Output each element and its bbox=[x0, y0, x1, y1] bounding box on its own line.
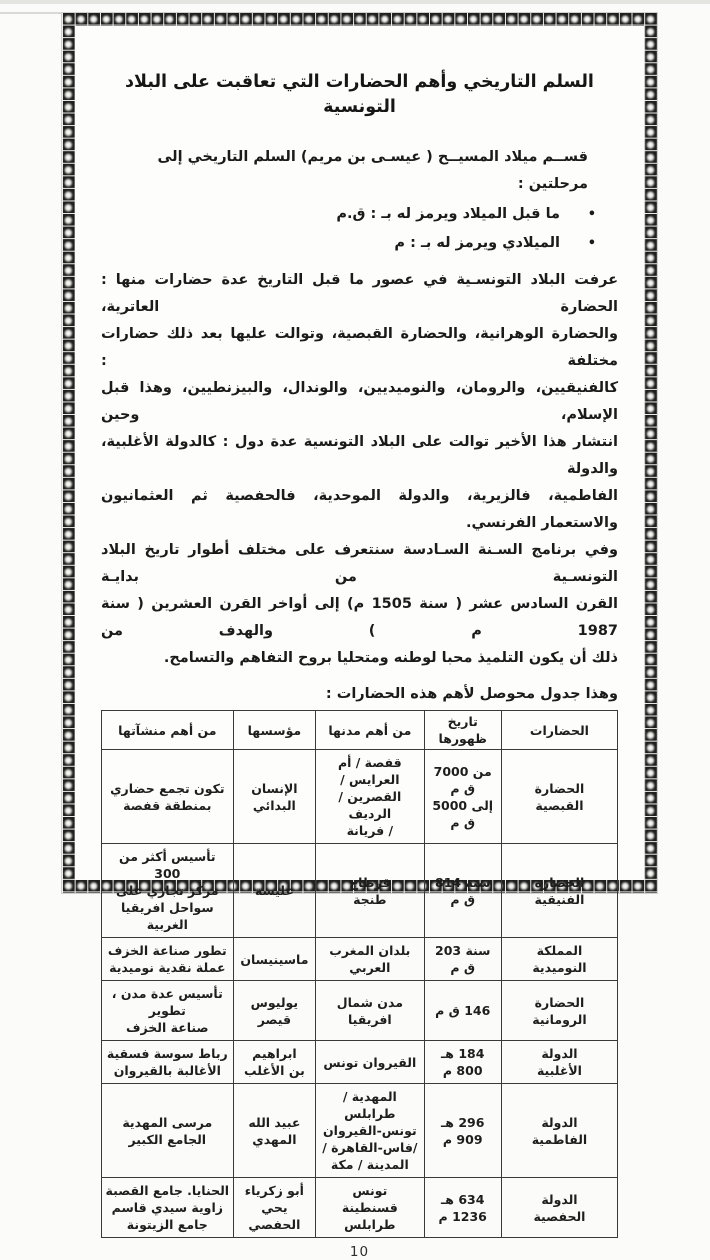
intro-paragraph bbox=[101, 267, 618, 672]
paragraph-line: عرفت البلاد التونسـية في عصور ما قبل التاريخ عدة حضارات منها : الحضارة العاترية، bbox=[101, 272, 618, 315]
table-row bbox=[102, 938, 618, 981]
paragraph-line: والحضارة الوهرانية، والحضارة القبصية، وتوالت عليها بعد ذلك حضارات مختلفة : bbox=[101, 326, 618, 369]
table-cell: القيروان تونس bbox=[316, 1041, 424, 1084]
table-cell: المملكة النوميدية bbox=[501, 938, 617, 981]
table-cell: رباط سوسة فسقية الأغالبة بالقيروان bbox=[102, 1041, 234, 1084]
table-cell: تونس قسنطينة طرابلس bbox=[316, 1178, 424, 1238]
table-cell: الدولة الحفصية bbox=[501, 1178, 617, 1238]
page-content-area bbox=[75, 26, 644, 1260]
decorative-border-frame bbox=[62, 13, 657, 1260]
table-header-cell: مؤسسها bbox=[233, 711, 316, 750]
table-intro-line: وهذا جدول محوصل لأهم هذه الحضارات : bbox=[325, 686, 618, 702]
table-cell: بلدان المغرب العربي bbox=[316, 938, 424, 981]
civilizations-table bbox=[101, 710, 618, 1238]
table-cell: أبو زكرياء يحي الحفصي bbox=[233, 1178, 316, 1238]
paragraph-line: انتشار هذا الأخير توالت على البلاد التونسية عدة دول : كالدولة الأغلبية، والدولة bbox=[101, 434, 618, 477]
table-cell: الدولة الفاطمية bbox=[501, 1084, 617, 1178]
table-cell: من 7000 ق م إلى 5000 ق م bbox=[424, 750, 501, 844]
intro-lead-line: قســم ميلاد المسيــح ( عيسـى بن مريم) السلم التاريخي إلى مرحلتين : bbox=[157, 149, 588, 192]
page-number: 10 bbox=[349, 1244, 370, 1260]
table-cell: الإنسان البدائي bbox=[233, 750, 316, 844]
table-cell: سنة 203 ق م bbox=[424, 938, 501, 981]
paragraph-line: ذلك أن يكون التلميذ محبا لوطنه ومتحليا بروح التفاهم والتسامح. bbox=[163, 650, 618, 666]
table-header-row bbox=[102, 711, 618, 750]
table-header-cell: من أهم منشآتها bbox=[102, 711, 234, 750]
scan-edge-top bbox=[0, 0, 710, 4]
table-cell: المهدية /طرابلس تونس-القيروان /فاس-القاهرة / المدينة / مكة bbox=[316, 1084, 424, 1178]
table-cell: ماسينيسان bbox=[233, 938, 316, 981]
table-header-cell: الحضارات bbox=[501, 711, 617, 750]
table-header-cell: تاريخ ظهورها bbox=[424, 711, 501, 750]
table-row bbox=[102, 981, 618, 1041]
civilizations-table-head bbox=[102, 711, 618, 750]
table-cell: عبيد الله المهدي bbox=[233, 1084, 316, 1178]
paragraph-line: كالفنيقيين، والرومان، والنوميديين، والوندال، والبيزنطيين، وهذا قبل الإسلام، وحين bbox=[101, 380, 618, 423]
bullet-icon: • bbox=[587, 207, 596, 222]
paragraph-line: وفي برنامج السـنة السـادسة سنتعرف على مختلف أطوار تاريخ البلاد التونسـية من بدايـة bbox=[101, 542, 618, 585]
table-cell: قرطاج طنجة bbox=[316, 844, 424, 938]
table-cell: تطور صناعة الخزف عملة نقدية نوميدية bbox=[102, 938, 234, 981]
table-row bbox=[102, 1084, 618, 1178]
table-cell: تكون تجمع حضاري بمنطقة قفصة bbox=[102, 750, 234, 844]
paragraph-line: الفاطمية، فالزيرية، والدولة الموحدية، فالحفصية ثم العثمانيون والاستعمار الفرنسي. bbox=[101, 488, 618, 531]
bullet-item bbox=[101, 229, 618, 258]
table-cell: ابراهيم بن الأغلب bbox=[233, 1041, 316, 1084]
bullet-list bbox=[101, 200, 618, 258]
table-header-cell: من أهم مدنها bbox=[316, 711, 424, 750]
table-cell: تأسيس عدة مدن ، تطوير صناعة الخزف bbox=[102, 981, 234, 1041]
table-cell: الحضارة القبصية bbox=[501, 750, 617, 844]
table-cell: الحضارة الرومانية bbox=[501, 981, 617, 1041]
table-cell: 184 هـ 800 م bbox=[424, 1041, 501, 1084]
table-cell: يوليوس قيصر bbox=[233, 981, 316, 1041]
table-cell: قفصة / أم العرايس / القصرين / الرديف / فريانة bbox=[316, 750, 424, 844]
table-cell: سنة 814 ق م bbox=[424, 844, 501, 938]
table-row bbox=[102, 1041, 618, 1084]
scan-edge-line bbox=[0, 12, 62, 14]
table-cell: عليسة bbox=[233, 844, 316, 938]
bullet-item bbox=[101, 200, 618, 229]
civilizations-table-body bbox=[102, 750, 618, 1238]
table-row bbox=[102, 844, 618, 938]
bullet-text-ad: الميلادي ويرمز له بـ : م bbox=[394, 235, 560, 251]
bullet-text-bc: ما قبل الميلاد ويرمز له بـ : ق.م bbox=[336, 206, 560, 222]
bullet-icon: • bbox=[587, 236, 596, 251]
table-cell: تأسيس أكثر من 300 مركز تجاري على سواحل افريقيا الغربية bbox=[102, 844, 234, 938]
table-cell: مدن شمال افريقيا bbox=[316, 981, 424, 1041]
table-cell: 146 ق م bbox=[424, 981, 501, 1041]
table-cell: الدولة الأغلبية bbox=[501, 1041, 617, 1084]
page-title: السلم التاريخي وأهم الحضارات التي تعاقبت على البلاد التونسية bbox=[125, 72, 594, 117]
table-cell: 634 هـ 1236 م bbox=[424, 1178, 501, 1238]
table-row bbox=[102, 1178, 618, 1238]
paragraph-line: القرن السادس عشر ( سنة 1505 م) إلى أواخر القرن العشرين ( سنة 1987 م ) والهدف من bbox=[101, 596, 618, 639]
table-row bbox=[102, 750, 618, 844]
table-cell: مرسى المهدية الجامع الكبير bbox=[102, 1084, 234, 1178]
table-cell: الحضارة الفنيقية bbox=[501, 844, 617, 938]
table-cell: 296 هـ 909 م bbox=[424, 1084, 501, 1178]
table-cell: الحنايا. جامع القصبة زاوية سيدي قاسم جامع الزيتونة bbox=[102, 1178, 234, 1238]
